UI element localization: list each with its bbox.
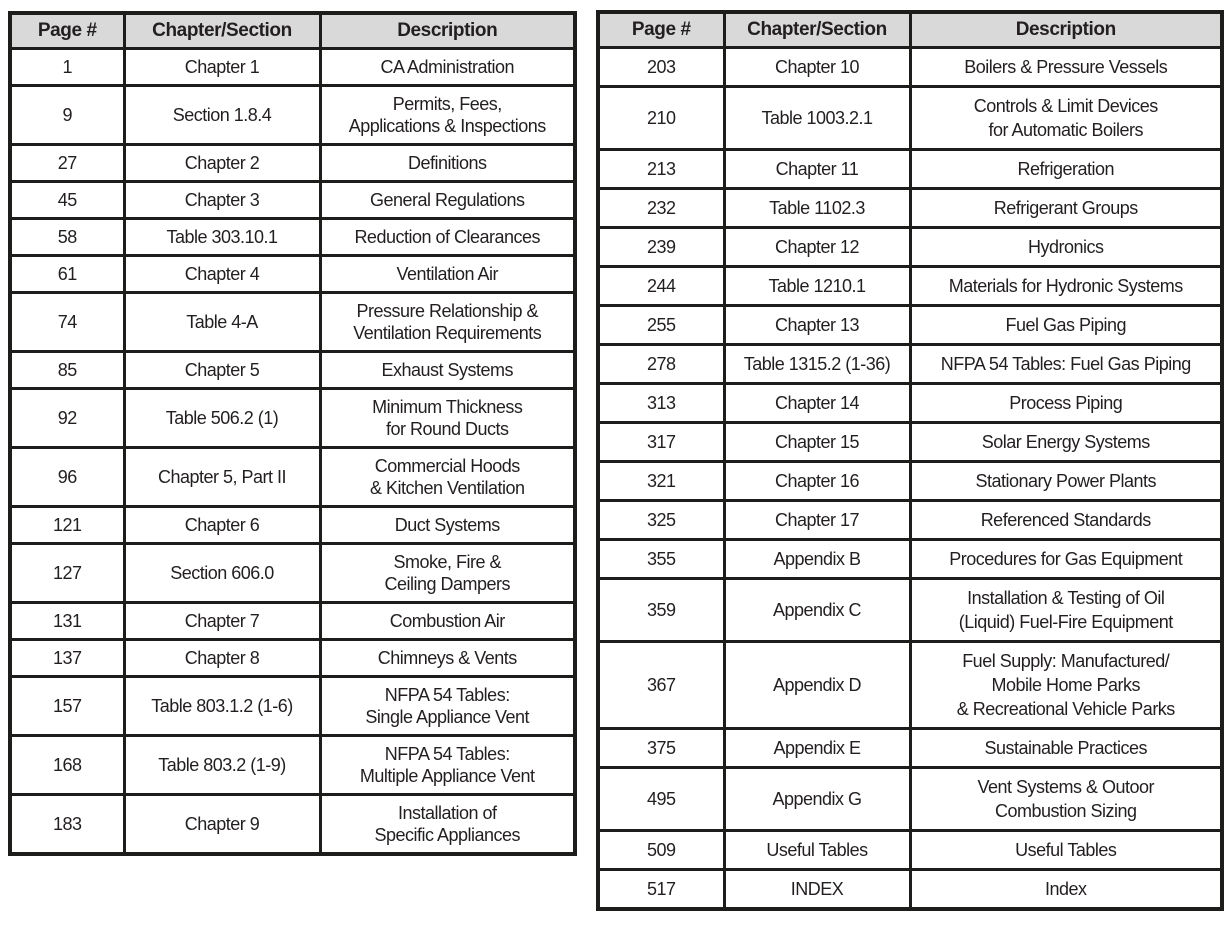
chapter-section-cell: Chapter 7 — [124, 603, 320, 640]
description-line: Vent Systems & Outoor — [977, 777, 1155, 797]
description-line: Ventilation Air — [396, 264, 499, 284]
description-cell — [910, 729, 1222, 768]
page-number-cell: 375 — [598, 729, 724, 768]
toc-table-left-body — [10, 49, 575, 855]
description-cell — [320, 603, 575, 640]
toc-row — [10, 352, 575, 389]
chapter-section-cell: Chapter 2 — [124, 145, 320, 182]
chapter-section-cell: Table 1210.1 — [724, 267, 910, 306]
page-number-cell: 96 — [10, 448, 124, 507]
description-cell — [910, 768, 1222, 831]
toc-row — [10, 736, 575, 795]
chapter-section-cell: Chapter 14 — [724, 384, 910, 423]
description-cell — [910, 462, 1222, 501]
description-cell — [910, 189, 1222, 228]
description-cell — [320, 389, 575, 448]
toc-row — [598, 423, 1222, 462]
chapter-section-cell: Useful Tables — [724, 831, 910, 870]
page-number-cell: 359 — [598, 579, 724, 642]
page-number-cell: 325 — [598, 501, 724, 540]
description-line: Chimneys & Vents — [377, 648, 517, 668]
toc-row — [10, 145, 575, 182]
header-row — [10, 13, 575, 49]
toc-row — [10, 256, 575, 293]
chapter-section-cell: Table 1003.2.1 — [724, 87, 910, 150]
toc-table-left-header — [10, 13, 575, 49]
description-cell — [320, 640, 575, 677]
page-number-cell: 203 — [598, 48, 724, 87]
description-line: & Recreational Vehicle Parks — [956, 699, 1175, 719]
description-cell — [910, 267, 1222, 306]
toc-table-left — [8, 11, 577, 856]
chapter-section-cell: Chapter 5, Part II — [124, 448, 320, 507]
page-number-cell: 213 — [598, 150, 724, 189]
page-number-cell: 232 — [598, 189, 724, 228]
description-line: & Kitchen Ventilation — [369, 478, 525, 498]
toc-row — [598, 384, 1222, 423]
chapter-section-cell: Table 303.10.1 — [124, 219, 320, 256]
toc-row — [598, 228, 1222, 267]
toc-table-right-body — [598, 48, 1222, 910]
page-number-cell: 85 — [10, 352, 124, 389]
toc-table-right — [596, 10, 1224, 911]
chapter-section-cell: Table 803.1.2 (1-6) — [124, 677, 320, 736]
description-line: Reduction of Clearances — [354, 227, 541, 247]
column-header-section: Chapter/Section — [124, 13, 320, 49]
page-number-cell: 92 — [10, 389, 124, 448]
chapter-section-cell: Chapter 12 — [724, 228, 910, 267]
toc-row — [598, 267, 1222, 306]
chapter-section-cell: Table 1315.2 (1-36) — [724, 345, 910, 384]
chapter-section-cell: Chapter 13 — [724, 306, 910, 345]
description-line: Minimum Thickness — [372, 397, 523, 417]
description-cell — [320, 256, 575, 293]
description-cell — [320, 293, 575, 352]
chapter-section-cell: Appendix B — [724, 540, 910, 579]
description-line: CA Administration — [380, 57, 515, 77]
page-number-cell: 313 — [598, 384, 724, 423]
description-cell — [320, 352, 575, 389]
description-line: Installation & Testing of Oil — [967, 588, 1165, 608]
toc-row — [10, 86, 575, 145]
chapter-section-cell: Chapter 10 — [724, 48, 910, 87]
toc-row — [598, 729, 1222, 768]
toc-row — [10, 389, 575, 448]
column-header-description: Description — [910, 12, 1222, 48]
description-line: Installation of — [397, 803, 497, 823]
description-line: Applications & Inspections — [348, 116, 546, 136]
toc-row — [10, 293, 575, 352]
description-line: Duct Systems — [394, 515, 500, 535]
chapter-section-cell: Chapter 15 — [724, 423, 910, 462]
chapter-section-cell: Table 1102.3 — [724, 189, 910, 228]
page-number-cell: 45 — [10, 182, 124, 219]
description-line: NFPA 54 Tables: — [384, 685, 510, 705]
description-cell — [910, 870, 1222, 910]
page-number-cell: 183 — [10, 795, 124, 855]
description-cell — [910, 579, 1222, 642]
chapter-section-cell: INDEX — [724, 870, 910, 910]
page-number-cell: 58 — [10, 219, 124, 256]
toc-row — [598, 501, 1222, 540]
description-line: Specific Appliances — [374, 825, 521, 845]
description-line: Multiple Appliance Vent — [359, 766, 535, 786]
chapter-section-cell: Chapter 17 — [724, 501, 910, 540]
toc-row — [10, 795, 575, 855]
description-cell — [320, 182, 575, 219]
toc-table-right-header — [598, 12, 1222, 48]
description-line: Exhaust Systems — [381, 360, 514, 380]
description-line: Mobile Home Parks — [991, 675, 1141, 695]
chapter-section-cell: Table 803.2 (1-9) — [124, 736, 320, 795]
description-line: Permits, Fees, — [392, 94, 502, 114]
description-line: Definitions — [407, 153, 487, 173]
description-cell — [320, 507, 575, 544]
page-number-cell: 255 — [598, 306, 724, 345]
page-number-cell: 121 — [10, 507, 124, 544]
page-number-cell: 239 — [598, 228, 724, 267]
description-line: (Liquid) Fuel-Fire Equipment — [958, 612, 1173, 632]
description-line: Process Piping — [1009, 393, 1123, 413]
description-line: Single Appliance Vent — [365, 707, 530, 727]
toc-row — [598, 831, 1222, 870]
chapter-section-cell: Chapter 5 — [124, 352, 320, 389]
description-line: Boilers & Pressure Vessels — [964, 57, 1168, 77]
page-number-cell: 157 — [10, 677, 124, 736]
toc-row — [598, 462, 1222, 501]
description-line: Combustion Sizing — [994, 801, 1137, 821]
description-line: Stationary Power Plants — [975, 471, 1157, 491]
chapter-section-cell: Chapter 9 — [124, 795, 320, 855]
toc-row — [598, 345, 1222, 384]
description-cell — [320, 795, 575, 855]
toc-row — [598, 540, 1222, 579]
description-cell — [910, 540, 1222, 579]
chapter-section-cell: Appendix D — [724, 642, 910, 729]
chapter-section-cell: Chapter 8 — [124, 640, 320, 677]
page-number-cell: 367 — [598, 642, 724, 729]
chapter-section-cell: Section 1.8.4 — [124, 86, 320, 145]
chapter-section-cell: Chapter 16 — [724, 462, 910, 501]
column-header-description: Description — [320, 13, 575, 49]
description-line: Solar Energy Systems — [981, 432, 1150, 452]
page-number-cell: 74 — [10, 293, 124, 352]
toc-row — [598, 150, 1222, 189]
column-header-section: Chapter/Section — [724, 12, 910, 48]
description-cell — [320, 677, 575, 736]
page-number-cell: 509 — [598, 831, 724, 870]
toc-row — [10, 182, 575, 219]
chapter-section-cell: Section 606.0 — [124, 544, 320, 603]
description-cell — [910, 501, 1222, 540]
page-number-cell: 1 — [10, 49, 124, 86]
toc-row — [598, 306, 1222, 345]
chapter-section-cell: Chapter 6 — [124, 507, 320, 544]
description-cell — [320, 544, 575, 603]
page-number-cell: 9 — [10, 86, 124, 145]
column-header-page: Page # — [10, 13, 124, 49]
page-number-cell: 355 — [598, 540, 724, 579]
description-line: for Round Ducts — [385, 419, 509, 439]
toc-row — [598, 870, 1222, 910]
description-cell — [910, 423, 1222, 462]
description-cell — [910, 642, 1222, 729]
description-line: Combustion Air — [389, 611, 505, 631]
description-cell — [320, 448, 575, 507]
description-line: Refrigerant Groups — [993, 198, 1138, 218]
toc-row — [598, 768, 1222, 831]
description-cell — [320, 86, 575, 145]
description-line: Controls & Limit Devices — [973, 96, 1158, 116]
description-line: Hydronics — [1027, 237, 1104, 257]
description-line: Fuel Gas Piping — [1005, 315, 1127, 335]
description-cell — [910, 48, 1222, 87]
page-number-cell: 321 — [598, 462, 724, 501]
description-line: Refrigeration — [1017, 159, 1115, 179]
header-row — [598, 12, 1222, 48]
toc-row — [10, 677, 575, 736]
chapter-section-cell: Table 506.2 (1) — [124, 389, 320, 448]
description-line: Ventilation Requirements — [353, 323, 542, 343]
page-number-cell: 495 — [598, 768, 724, 831]
toc-row — [10, 544, 575, 603]
toc-row — [10, 448, 575, 507]
page-number-cell: 168 — [10, 736, 124, 795]
description-line: Smoke, Fire & — [393, 552, 502, 572]
description-cell — [320, 145, 575, 182]
description-line: Referenced Standards — [980, 510, 1151, 530]
column-header-page: Page # — [598, 12, 724, 48]
page-number-cell: 244 — [598, 267, 724, 306]
description-cell — [910, 384, 1222, 423]
description-cell — [320, 219, 575, 256]
toc-row — [10, 640, 575, 677]
toc-row — [10, 603, 575, 640]
description-line: Commercial Hoods — [374, 456, 520, 476]
chapter-section-cell: Appendix G — [724, 768, 910, 831]
toc-row — [598, 579, 1222, 642]
description-line: Sustainable Practices — [984, 738, 1148, 758]
description-cell — [910, 306, 1222, 345]
page-number-cell: 137 — [10, 640, 124, 677]
toc-row — [598, 87, 1222, 150]
toc-row — [10, 219, 575, 256]
chapter-section-cell: Appendix C — [724, 579, 910, 642]
chapter-section-cell: Chapter 4 — [124, 256, 320, 293]
description-cell — [910, 831, 1222, 870]
description-line: Ceiling Dampers — [384, 574, 511, 594]
description-line: General Regulations — [369, 190, 525, 210]
toc-row — [598, 642, 1222, 729]
page-number-cell: 127 — [10, 544, 124, 603]
toc-row — [10, 507, 575, 544]
description-line: NFPA 54 Tables: — [384, 744, 510, 764]
description-cell — [910, 87, 1222, 150]
chapter-section-cell: Chapter 3 — [124, 182, 320, 219]
description-cell — [910, 228, 1222, 267]
chapter-section-cell: Chapter 11 — [724, 150, 910, 189]
toc-row — [598, 48, 1222, 87]
page-number-cell: 61 — [10, 256, 124, 293]
page-number-cell: 210 — [598, 87, 724, 150]
description-line: NFPA 54 Tables: Fuel Gas Piping — [940, 354, 1191, 374]
toc-row — [598, 189, 1222, 228]
description-line: Materials for Hydronic Systems — [948, 276, 1183, 296]
page-number-cell: 317 — [598, 423, 724, 462]
description-cell — [320, 49, 575, 86]
description-line: Index — [1044, 879, 1087, 899]
description-line: Procedures for Gas Equipment — [949, 549, 1183, 569]
description-line: Pressure Relationship & — [356, 301, 539, 321]
description-cell — [910, 345, 1222, 384]
description-cell — [910, 150, 1222, 189]
description-line: for Automatic Boilers — [988, 120, 1144, 140]
page-number-cell: 131 — [10, 603, 124, 640]
page-number-cell: 517 — [598, 870, 724, 910]
description-line: Fuel Supply: Manufactured/ — [962, 651, 1170, 671]
chapter-section-cell: Table 4-A — [124, 293, 320, 352]
page-number-cell: 27 — [10, 145, 124, 182]
description-cell — [320, 736, 575, 795]
page-number-cell: 278 — [598, 345, 724, 384]
chapter-section-cell: Appendix E — [724, 729, 910, 768]
chapter-section-cell: Chapter 1 — [124, 49, 320, 86]
description-line: Useful Tables — [1015, 840, 1117, 860]
toc-row — [10, 49, 575, 86]
